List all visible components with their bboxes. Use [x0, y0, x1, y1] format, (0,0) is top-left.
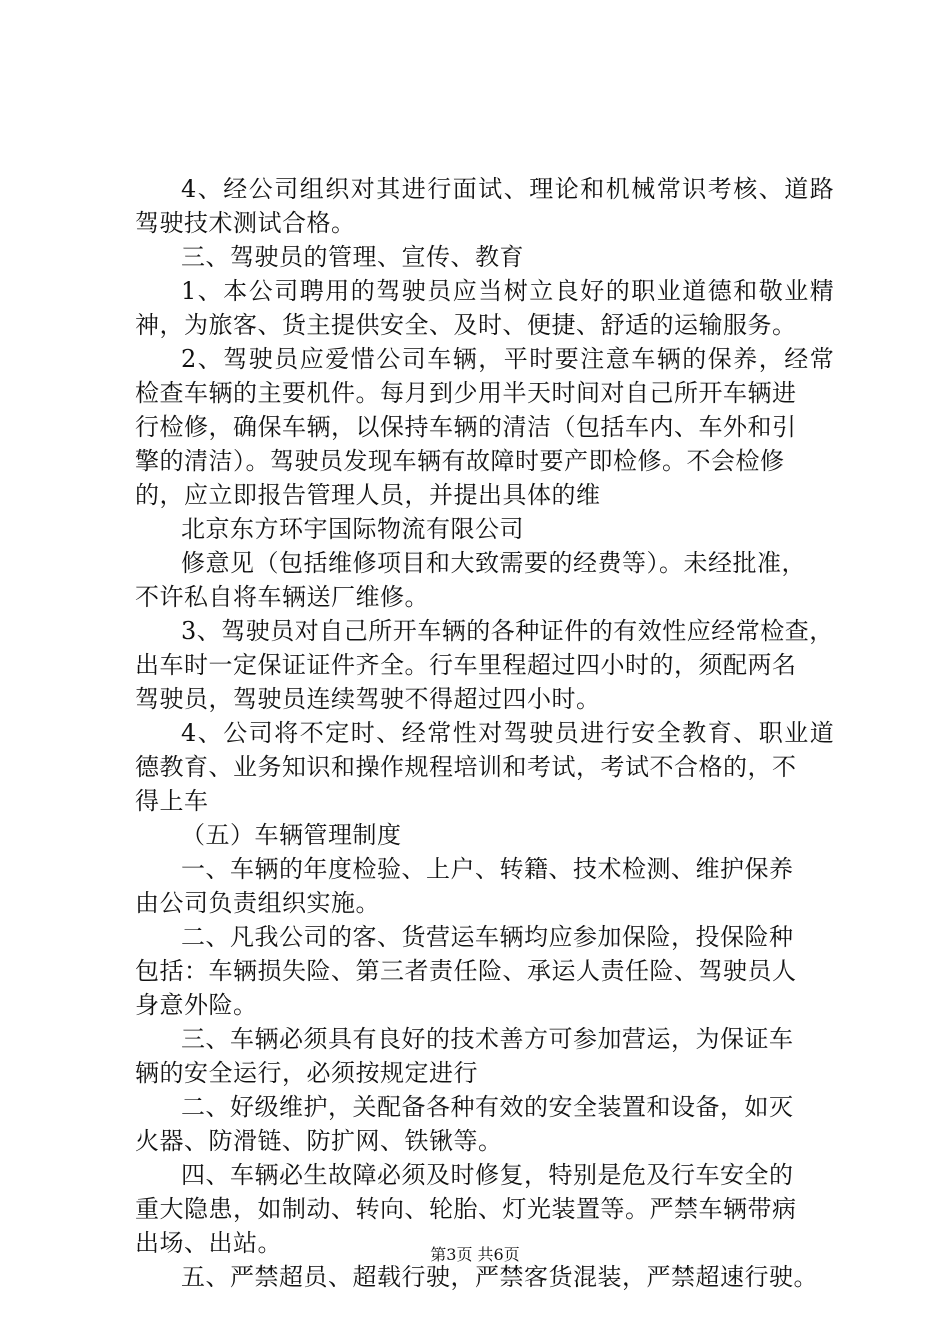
paragraph	[135, 1022, 835, 1090]
text-line: 三、车辆必须具有良好的技术善方可参加营运，为保证车	[181, 1025, 794, 1053]
paragraph	[135, 852, 835, 920]
page-footer	[0, 1245, 950, 1265]
paragraph	[135, 614, 835, 716]
text-line: 二、好级维护，关配备各种有效的安全装置和设备，如灭	[181, 1093, 794, 1121]
text-line: 驾驶技术测试合格。	[135, 209, 356, 237]
text-line: 4、公司将不定时、经常性对驾驶员进行安全教育、职业道	[181, 719, 836, 747]
paragraph	[135, 1260, 835, 1294]
text-line: 由公司负责组织实施。	[135, 889, 380, 917]
text-line: 1、本公司聘用的驾驶员应当树立良好的职业道德和敬业精	[181, 277, 836, 305]
paragraph	[135, 172, 835, 240]
text-line: 包括：车辆损失险、第三者责任险、承运人责任险、驾驶员人	[135, 957, 797, 985]
text-line: 的，应立即报告管理人员，并提出具体的维	[135, 481, 601, 509]
text-line: 不许私自将车辆送厂维修。	[135, 583, 429, 611]
text-line: 辆的安全运行，必须按规定进行	[135, 1059, 478, 1087]
text-line: 四、车辆必生故障必须及时修复，特别是危及行车安全的	[181, 1161, 794, 1189]
text-line: 行检修，确保车辆，以保持车辆的清洁（包括车内、车外和引	[135, 413, 797, 441]
section-heading	[135, 818, 835, 852]
page-number: 第3页 共6页	[430, 1245, 520, 1264]
text-line: （五）车辆管理制度	[181, 821, 402, 849]
text-line: 修意见（包括维修项目和大致需要的经费等）。未经批准，	[181, 549, 806, 577]
text-line: 得上车	[135, 787, 209, 815]
text-line: 德教育、业务知识和操作规程培训和考试，考试不合格的，不	[135, 753, 797, 781]
text-line: 一、车辆的年度检验、上户、转籍、技术检测、维护保养	[181, 855, 794, 883]
text-line: 身意外险。	[135, 991, 258, 1019]
text-line: 擎的清洁）。驾驶员发现车辆有故障时要产即检修。不会检修	[135, 447, 785, 475]
paragraph	[135, 342, 835, 512]
text-line: 火器、防滑链、防扩网、铁锹等。	[135, 1127, 503, 1155]
text-line: 3、驾驶员对自己所开车辆的各种证件的有效性应经常检查，	[181, 617, 834, 645]
text-line: 2、驾驶员应爱惜公司车辆，平时要注意车辆的保养，经常	[181, 345, 836, 373]
paragraph	[135, 920, 835, 1022]
text-line: 北京东方环宇国际物流有限公司	[181, 515, 524, 543]
text-line: 检查车辆的主要机件。每月到少用半天时间对自己所开车辆进	[135, 379, 797, 407]
text-line: 出场、出站。	[135, 1229, 282, 1257]
paragraph	[135, 546, 835, 614]
paragraph	[135, 274, 835, 342]
text-line: 二、凡我公司的客、货营运车辆均应参加保险，投保险种	[181, 923, 794, 951]
text-line: 重大隐患，如制动、转向、轮胎、灯光装置等。严禁车辆带病	[135, 1195, 797, 1223]
company-name	[135, 512, 835, 546]
paragraph	[135, 1090, 835, 1158]
text-line: 4、经公司组织对其进行面试、理论和机械常识考核、道路	[181, 175, 836, 203]
text-line: 五、严禁超员、超载行驶，严禁客货混装，严禁超速行驶。	[181, 1263, 818, 1291]
text-line: 出车时一定保证证件齐全。行车里程超过四小时的，须配两名	[135, 651, 797, 679]
paragraph	[135, 716, 835, 818]
document-body	[135, 172, 835, 1294]
text-line: 驾驶员，驾驶员连续驾驶不得超过四小时。	[135, 685, 601, 713]
section-heading	[135, 240, 835, 274]
text-line: 神，为旅客、货主提供安全、及时、便捷、舒适的运输服务。	[135, 311, 797, 339]
text-line: 三、驾驶员的管理、宣传、教育	[181, 243, 524, 271]
